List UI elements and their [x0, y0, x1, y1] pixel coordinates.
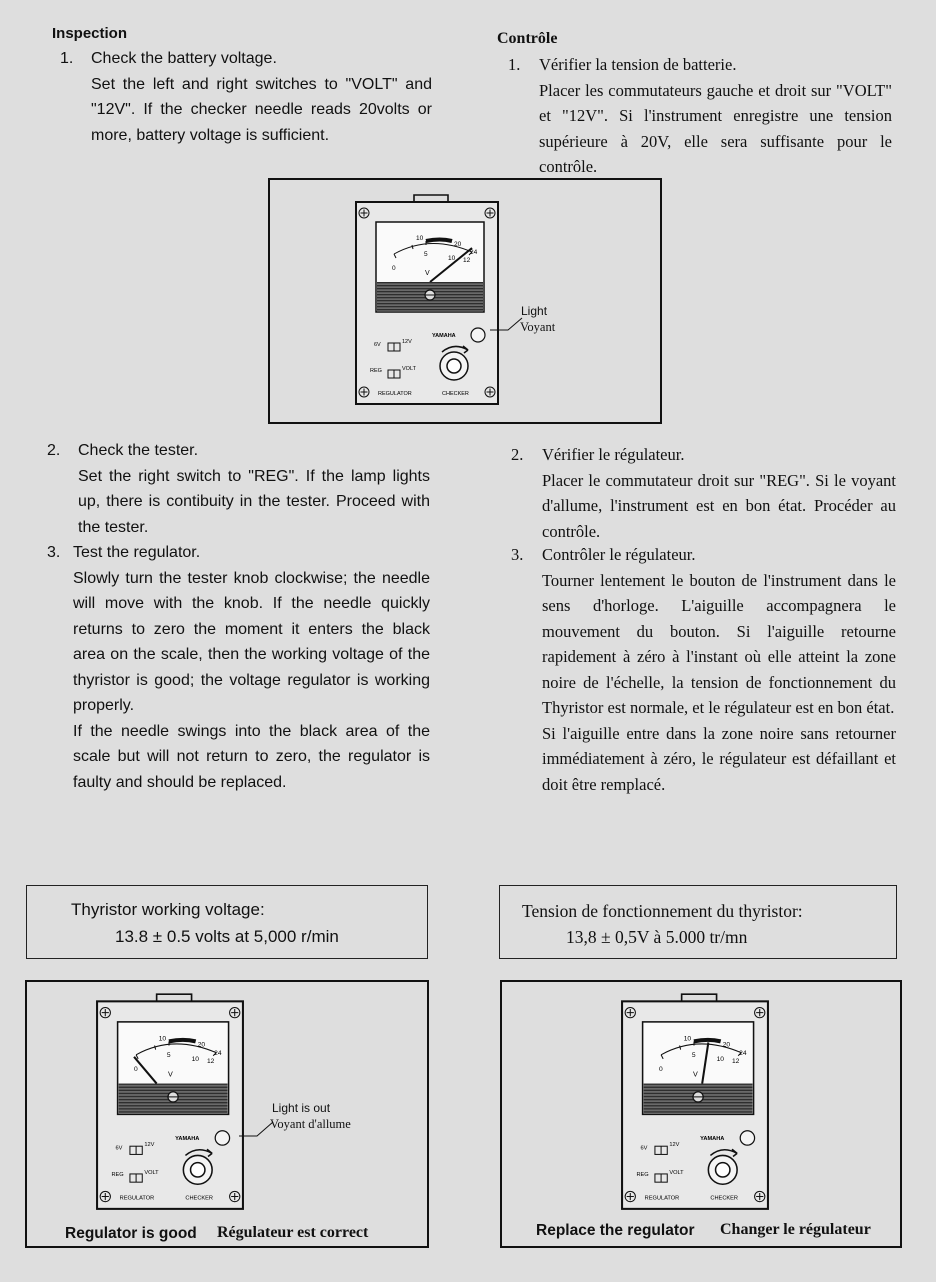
svg-text:REG: REG	[111, 1172, 124, 1178]
caption-en: Replace the regulator	[536, 1222, 695, 1239]
light-label-fr: Voyant	[520, 320, 556, 334]
item-number: 3.	[511, 545, 524, 564]
svg-text:10: 10	[448, 255, 456, 262]
caption-fr: Changer le régulateur	[720, 1221, 871, 1238]
spec-value: 13,8 ± 0,5V à 5.000 tr/mn	[566, 927, 748, 947]
svg-text:10: 10	[716, 1055, 724, 1063]
svg-text:24: 24	[470, 249, 478, 256]
svg-text:VOLT: VOLT	[669, 1169, 684, 1176]
svg-text:CHECKER: CHECKER	[185, 1195, 214, 1202]
caption-fr: Régulateur est correct	[217, 1224, 369, 1241]
svg-text:YAMAHA: YAMAHA	[175, 1136, 200, 1143]
light-out-label-fr: Voyant d'allume	[270, 1117, 351, 1131]
spec-box-en	[26, 885, 428, 959]
item-title: Check the tester.	[78, 442, 199, 459]
svg-text:24: 24	[739, 1049, 747, 1057]
english-item-2	[47, 438, 430, 540]
svg-text:VOLT: VOLT	[402, 366, 416, 372]
item-text: Placer les commutateurs gauche et droit sur "VOLT" et "12V". Si l'instrument enregistre une tension supérieure à 20V, elle sera suffisante pour le contrôle.	[539, 80, 892, 176]
item-number: 1.	[60, 50, 74, 67]
svg-text:V: V	[425, 270, 430, 277]
svg-text:12V: 12V	[669, 1142, 680, 1149]
svg-text:REGULATOR: REGULATOR	[378, 391, 412, 397]
svg-text:10: 10	[416, 235, 424, 242]
svg-text:0: 0	[392, 265, 396, 272]
item-title: Vérifier le régulateur.	[542, 445, 685, 464]
english-item-1	[60, 46, 432, 148]
svg-text:12V: 12V	[144, 1142, 155, 1149]
light-label-en: Light	[521, 304, 548, 318]
item-number: 1.	[508, 55, 521, 74]
french-heading: Contrôle	[497, 30, 558, 47]
item-text: Slowly turn the tester knob clockwise; the needle will move with the knob. If the needle quickly returns to zero the moment it enters the black area on the scale, then the working voltage of the thyristor is good; the voltage regulator is working properly.	[73, 569, 430, 714]
svg-text:V: V	[692, 1069, 698, 1079]
item-text: If the needle swings into the black area of the scale but will not return to zero, the regulator is faulty and should be replaced.	[73, 722, 430, 791]
item-title: Vérifier la tension de batterie.	[539, 55, 737, 74]
svg-text:0: 0	[134, 1066, 138, 1074]
svg-text:REG: REG	[636, 1172, 649, 1178]
spec-title: Tension de fonctionnement du thyristor:	[522, 901, 803, 921]
svg-text:YAMAHA: YAMAHA	[432, 333, 456, 339]
item-text: Si l'aiguille entre dans la zone noire sans retourner immédiatement à zéro, le régulateur est défaillant et doit être remplacé.	[542, 723, 896, 794]
svg-text:REGULATOR: REGULATOR	[119, 1195, 155, 1202]
svg-text:REGULATOR: REGULATOR	[644, 1195, 680, 1202]
english-heading: Inspection	[52, 25, 128, 42]
svg-text:5: 5	[166, 1051, 171, 1059]
french-item-3	[511, 542, 896, 797]
svg-text:YAMAHA: YAMAHA	[700, 1136, 725, 1143]
item-number: 2.	[47, 442, 61, 459]
svg-text:12V: 12V	[402, 339, 412, 345]
svg-text:24: 24	[214, 1049, 222, 1057]
svg-text:VOLT: VOLT	[144, 1169, 159, 1176]
item-title: Test the regulator.	[73, 544, 201, 561]
figure-light-check	[268, 178, 662, 424]
svg-text:10: 10	[683, 1035, 692, 1043]
spec-value: 13.8 ± 0.5 volts at 5,000 r/min	[115, 927, 339, 946]
spec-box-fr	[499, 885, 897, 959]
svg-text:12: 12	[731, 1057, 740, 1065]
svg-text:20: 20	[197, 1041, 206, 1049]
caption-en: Regulator is good	[65, 1225, 197, 1242]
item-number: 3.	[47, 544, 61, 561]
figure-regulator-good	[25, 980, 429, 1248]
svg-text:20: 20	[454, 241, 462, 248]
figure-replace-regulator	[500, 980, 902, 1248]
svg-text:10: 10	[158, 1035, 167, 1043]
svg-text:5: 5	[691, 1051, 696, 1059]
item-text: Set the left and right switches to "VOLT" and "12V". If the checker needle reads 20volts or more, battery voltage is sufficient.	[91, 75, 432, 144]
tester-drawing	[95, 990, 245, 1212]
item-number: 2.	[511, 445, 524, 464]
svg-text:REG: REG	[370, 368, 382, 374]
item-title: Check the battery voltage.	[91, 50, 277, 67]
svg-text:V: V	[167, 1069, 173, 1079]
svg-text:6V: 6V	[640, 1145, 648, 1152]
svg-text:CHECKER: CHECKER	[710, 1195, 739, 1202]
tester-drawing	[354, 192, 500, 406]
french-item-2	[511, 442, 896, 544]
tester-drawing	[620, 990, 770, 1212]
item-text: Placer le commutateur droit sur "REG". Si le voyant d'allume, l'instrument est en bon état. Procéder au contrôle.	[542, 470, 896, 541]
svg-text:CHECKER: CHECKER	[442, 391, 469, 397]
svg-text:12: 12	[206, 1057, 215, 1065]
svg-text:10: 10	[191, 1055, 199, 1063]
item-title: Contrôler le régulateur.	[542, 545, 696, 564]
english-item-3	[47, 540, 430, 795]
item-text: Set the right switch to "REG". If the lamp lights up, there is contibuity in the tester. Proceed with the tester.	[78, 467, 430, 536]
spec-title: Thyristor working voltage:	[71, 900, 265, 919]
svg-text:6V: 6V	[374, 342, 381, 348]
item-text: Tourner lentement le bouton de l'instrument dans le sens d'horloge. L'aiguille accompagnera le mouvement du bouton. Si l'aiguille retourne rapidement à zéro à l'instant où elle atteint la zone noire de l'échelle, la tension de fonctionnement du Thyristor est normale, et le régulateur est en bon état.	[542, 570, 896, 717]
french-item-1	[508, 52, 892, 180]
light-out-label-en: Light is out	[272, 1101, 331, 1115]
svg-text:20: 20	[722, 1041, 731, 1049]
svg-text:0: 0	[659, 1066, 663, 1074]
svg-text:12: 12	[463, 257, 471, 264]
svg-text:6V: 6V	[115, 1145, 123, 1152]
svg-text:5: 5	[424, 251, 428, 258]
